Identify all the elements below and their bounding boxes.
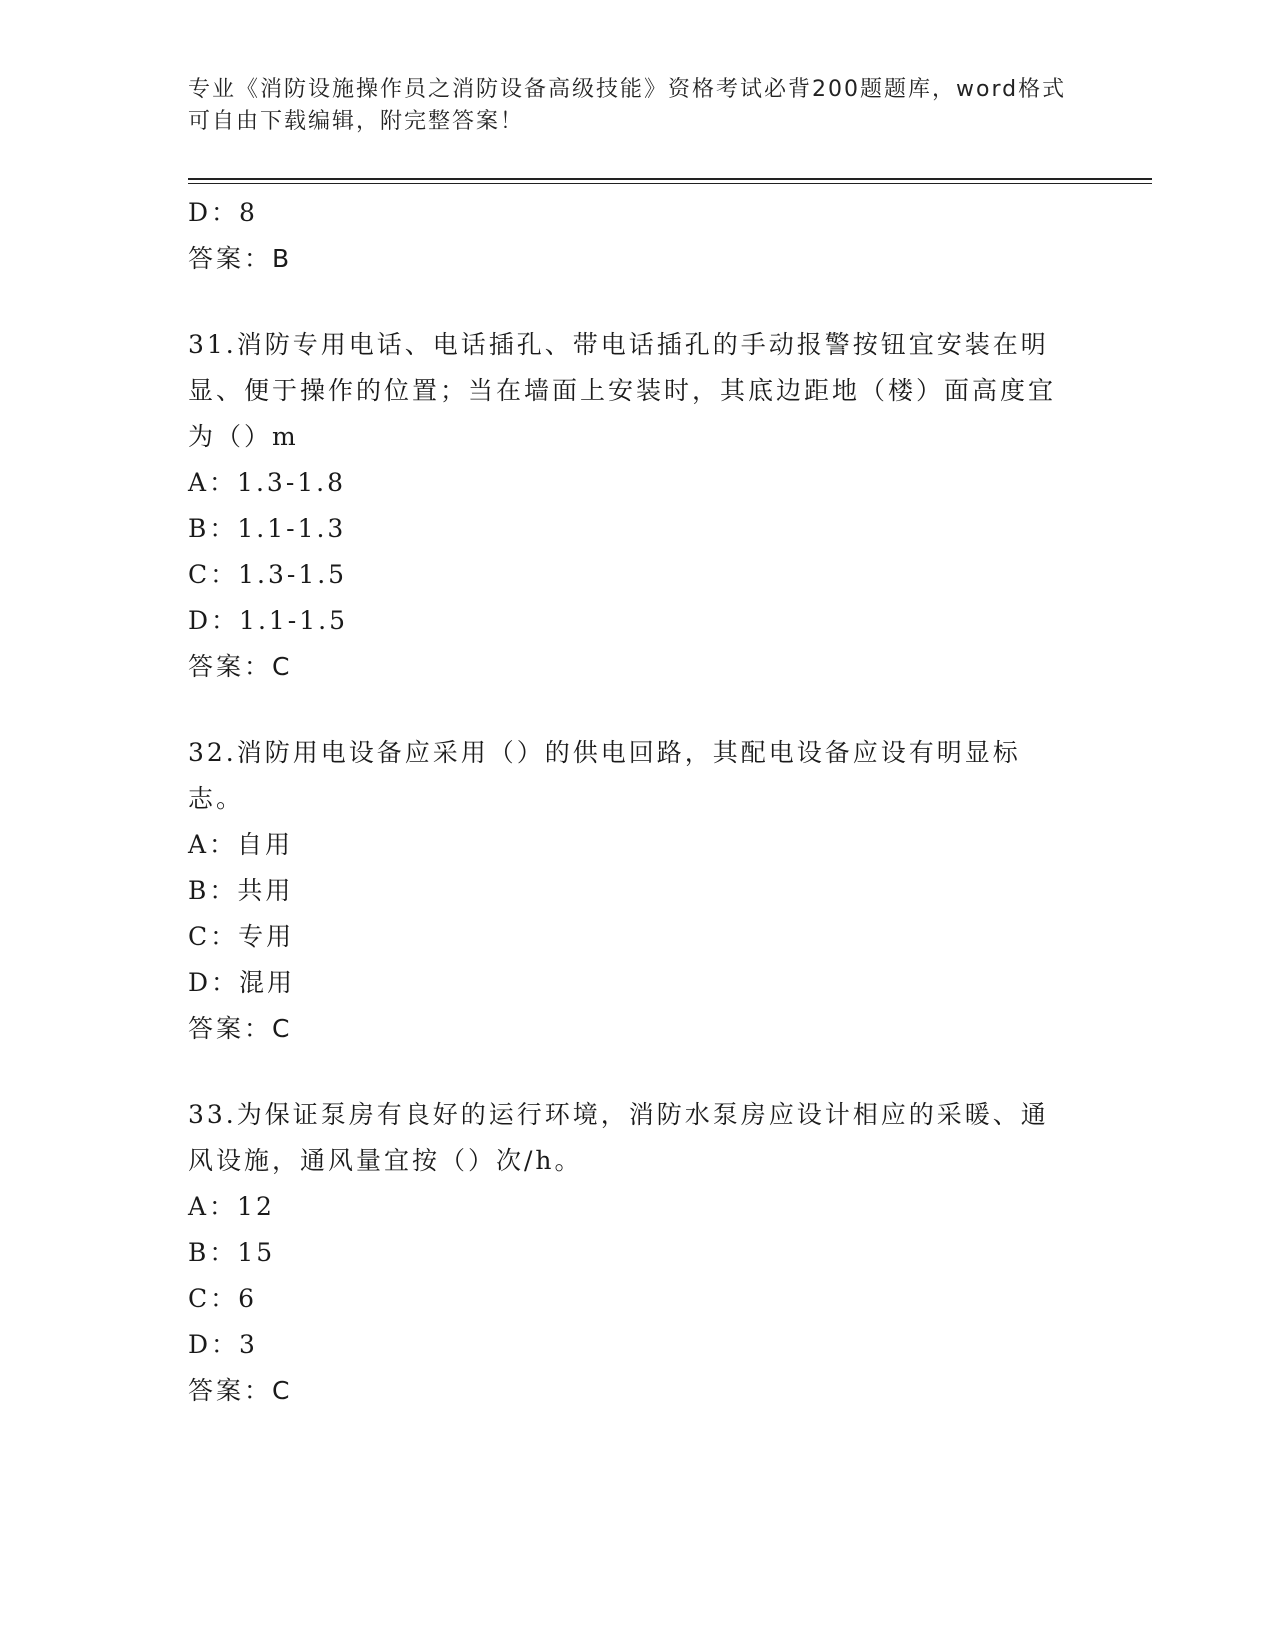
carry-over-answer: 答案：B [188,244,293,273]
question-block-32 [188,730,1088,1052]
header-divider-thick [188,178,1152,180]
option-c: C：1.3-1.5 [188,560,348,589]
question-text: 33.为保证泵房有良好的运行环境，消防水泵房应设计相应的采暖、通风设施，通风量宜按（）次/h。 [188,1100,1049,1175]
question-text: 32.消防用电设备应采用（）的供电回路，其配电设备应设有明显标志。 [188,738,1021,813]
option-d: D：1.1-1.5 [188,606,349,635]
header-divider-thin [188,183,1152,184]
option-b: B：共用 [188,876,294,905]
option-a: A：12 [188,1192,275,1221]
option-d: D：混用 [188,968,296,997]
option-a: A：1.3-1.8 [188,468,347,497]
answer-label: 答案：C [188,652,293,681]
option-c: C：6 [188,1284,258,1313]
document-body [188,190,1088,1414]
carry-over-option-d: D：8 [188,198,258,227]
question-text: 31.消防专用电话、电话插孔、带电话插孔的手动报警按钮宜安装在明显、便于操作的位置；当在墙面上安装时，其底边距地（楼）面高度宜为（）m [188,330,1057,451]
question-block-33 [188,1092,1088,1414]
option-b: B：1.1-1.3 [188,514,347,543]
option-c: C：专用 [188,922,295,951]
option-d: D：3 [188,1330,258,1359]
answer-label: 答案：C [188,1376,293,1405]
option-b: B：15 [188,1238,276,1267]
question-block-31 [188,322,1088,690]
answer-label: 答案：C [188,1014,293,1043]
option-a: A：自用 [188,830,294,859]
page-header-title: 专业《消防设施操作员之消防设备高级技能》资格考试必背200题题库，word格式可自由下载编辑，附完整答案！ [188,77,1067,134]
